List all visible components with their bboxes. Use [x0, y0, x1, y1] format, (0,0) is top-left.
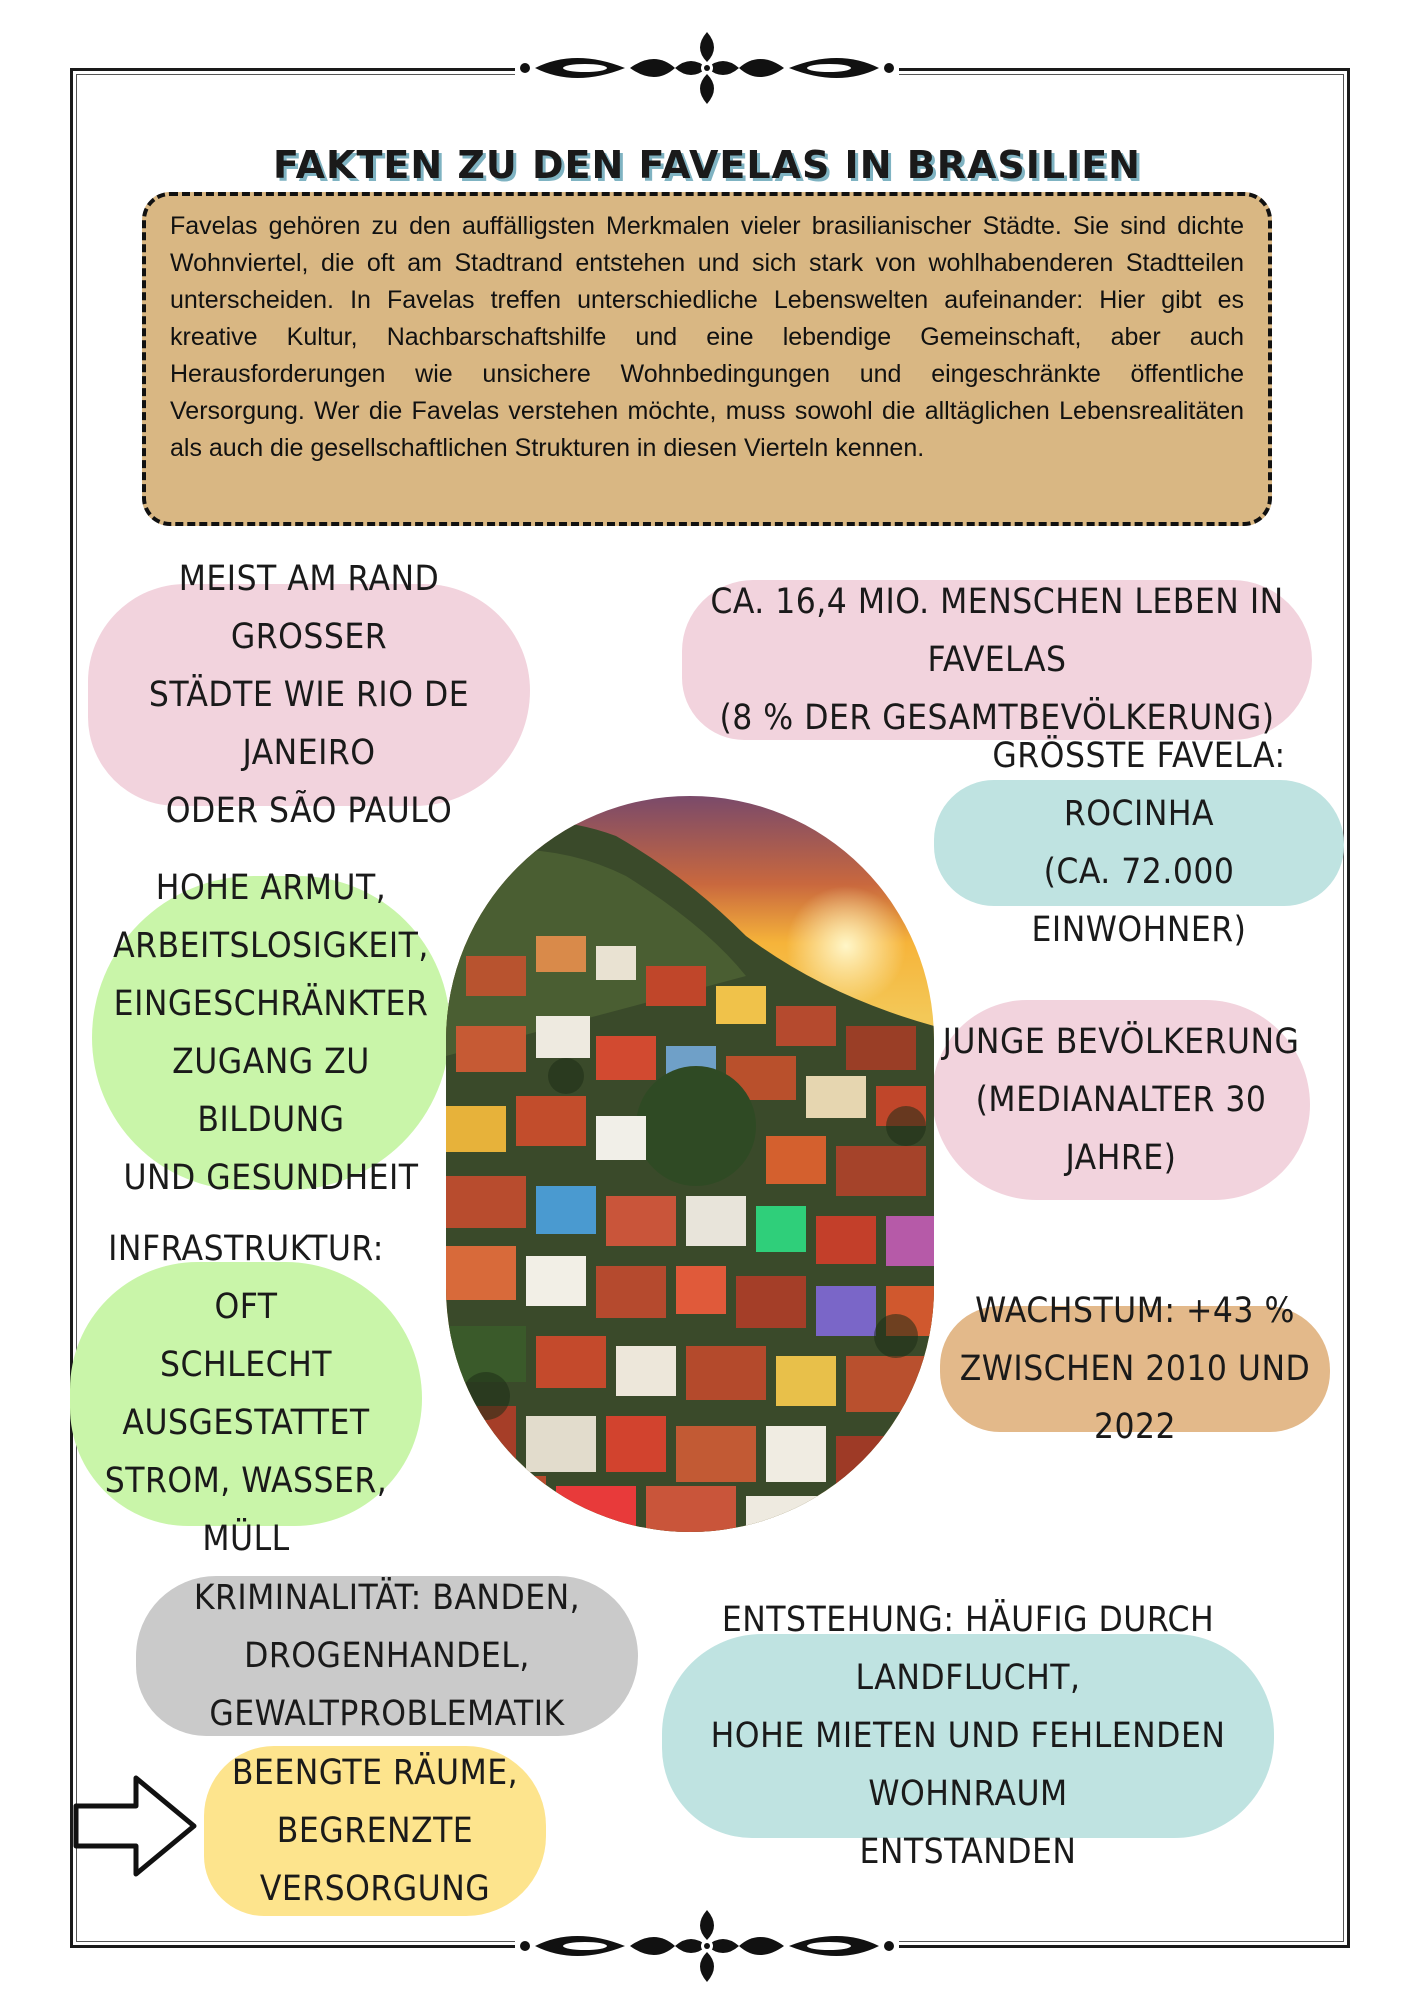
fact-infrastructure-line: INFRASTRUKTUR: OFT — [108, 1229, 384, 1327]
fact-poverty-line: HOHE ARMUT, — [155, 868, 387, 908]
fact-poverty-line: UND GESUNDHEIT — [123, 1158, 419, 1198]
fact-poverty-line: ARBEITSLOSIGKEIT, — [113, 926, 429, 966]
fact-infrastructure — [70, 1229, 422, 1559]
fact-infrastructure-line: STROM, WASSER, MÜLL — [104, 1461, 388, 1559]
fact-population — [682, 580, 1312, 740]
intro-text-box: Favelas gehören zu den auffälligsten Merkmalen vieler brasilianischer Städte. Sie sind dichte Wohnviertel, die oft am Stadtrand entstehen und sich stark von wohlhabenderen Stadtteilen unterscheiden. In Favelas treffen unterschiedliche Lebenswelten aufeinander: Hier gibt es kreative Kultur, Nachbarschaftshilfe und eine lebendige Gemeinschaft, aber auch Herausforderungen wie unsichere Wohnbedingungen und eingeschränkte öffentliche Versorgung. Wer die Favelas verstehen möchte, muss sowohl die alltäglichen Lebensrealitäten als auch die gesellschaftlichen Strukturen in diesen Vierteln kennen. — [142, 192, 1272, 526]
fact-growth — [940, 1291, 1330, 1447]
fact-largest-favela — [934, 736, 1344, 950]
floral-divider-ornament-bottom — [515, 1908, 899, 1984]
fact-young-population — [932, 1000, 1310, 1200]
fact-space-line: BEENGTE RÄUME, — [231, 1753, 519, 1793]
fact-location-line: STÄDTE WIE RIO DE JANEIRO — [148, 675, 470, 773]
fact-young-line: (MEDIANALTER 30 JAHRE) — [975, 1080, 1267, 1178]
fact-origin-line: ENTSTANDEN — [859, 1832, 1077, 1872]
fact-growth-line: ZWISCHEN 2010 UND 2022 — [959, 1349, 1311, 1447]
fact-location-line: MEIST AM RAND GROSSER — [178, 559, 440, 657]
fact-space-line: BEGRENZTE VERSORGUNG — [259, 1811, 491, 1909]
fact-origin-line: ENTSTEHUNG: HÄUFIG DURCH LANDFLUCHT, — [721, 1600, 1215, 1698]
fact-young-line: JUNGE BEVÖLKERUNG — [942, 1022, 1300, 1062]
fact-largest-line: (CA. 72.000 EINWOHNER) — [1031, 852, 1247, 950]
floral-divider-ornament-top — [515, 30, 899, 106]
fact-crime-line: DROGENHANDEL, GEWALTPROBLEMATIK — [209, 1636, 565, 1734]
fact-space — [204, 1746, 546, 1916]
fact-poverty — [92, 868, 450, 1198]
fact-origin-line: HOHE MIETEN UND FEHLENDEN WOHNRAUM — [710, 1716, 1226, 1814]
fact-crime — [136, 1576, 638, 1736]
fact-infrastructure-line: SCHLECHT AUSGESTATTET — [122, 1345, 370, 1443]
fact-crime-line: KRIMINALITÄT: BANDEN, — [193, 1578, 581, 1618]
fact-location-line: ODER SÃO PAULO — [165, 791, 453, 831]
fact-poverty-line: ZUGANG ZU BILDUNG — [172, 1042, 370, 1140]
fact-growth-line: WACHSTUM: +43 % — [975, 1291, 1295, 1331]
favela-hillside-photo — [446, 796, 934, 1532]
fact-population-line: (8 % DER GESAMTBEVÖLKERUNG) — [719, 698, 1275, 738]
fact-origin — [662, 1600, 1274, 1872]
fact-location — [88, 559, 530, 831]
page-title: FAKTEN ZU DEN FAVELAS IN BRASILIEN — [273, 143, 1141, 188]
fact-largest-line: GRÖSSTE FAVELA: ROCINHA — [992, 736, 1286, 834]
right-arrow-outline-icon — [70, 1770, 200, 1880]
fact-poverty-line: EINGESCHRÄNKTER — [113, 984, 429, 1024]
fact-population-line: CA. 16,4 MIO. MENSCHEN LEBEN IN FAVELAS — [710, 582, 1284, 680]
